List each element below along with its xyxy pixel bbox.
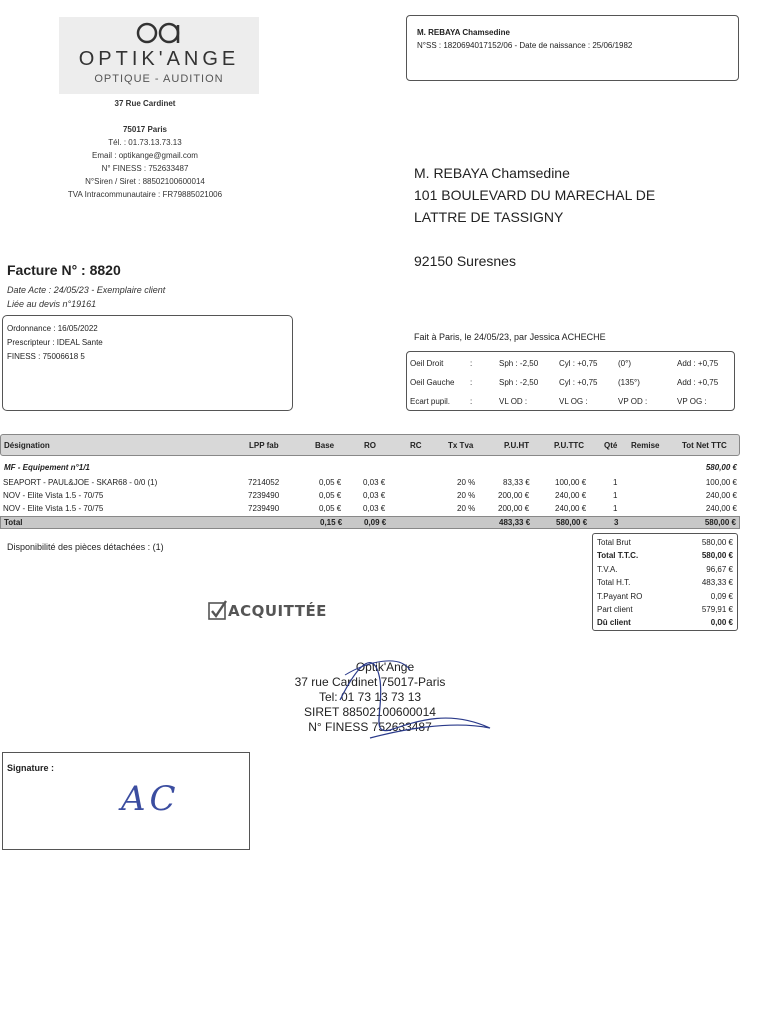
shop-street: 37 Rue Cardinet (114, 99, 176, 108)
paid-stamp-text: ACQUITTÉE (228, 602, 327, 620)
spare-parts-availability: Disponibilité des pièces détachées : (1) (7, 542, 164, 552)
prescription-box (2, 315, 293, 411)
shop-finess: N° FINESS : 752633487 (101, 164, 189, 173)
recipient-address (414, 162, 655, 272)
shop-email: Email : optikange@gmail.com (92, 151, 198, 160)
vision-row-og: Oeil Gauche : Sph : -2,50 Cyl : +0,75 (135°) Add : +0,75 (410, 378, 719, 387)
vision-row-od: Oeil Droit : Sph : -2,50 Cyl : +0,75 (0°) Add : +0,75 (410, 359, 719, 368)
issued-at: Fait à Paris, le 24/05/23, par Jessica ACHECHE (414, 332, 606, 342)
address-line-3: LATTRE DE TASSIGNY (414, 209, 564, 225)
signature-box (2, 752, 250, 850)
handwritten-signature-icon (280, 640, 500, 750)
signature-label: Signature : (7, 763, 55, 773)
shop-info (5, 123, 285, 201)
vision-box (406, 351, 735, 411)
address-line-1: M. REBAYA Chamsedine (414, 165, 570, 181)
shop-name: OPTIK'ANGE (78, 48, 240, 70)
shop-tel: Tél. : 01.73.13.73.13 (108, 138, 182, 147)
shop-logo (59, 17, 259, 94)
du-client-line: Dû client 0,00 € (597, 618, 733, 628)
part-client-line: Part client 579,91 € (597, 604, 733, 614)
signature-initials: AC (121, 779, 180, 819)
patient-box (406, 15, 739, 81)
total-ttc-line: Total T.T.C. 580,00 € (597, 551, 733, 561)
checkbox-check-icon (208, 600, 228, 622)
invoice-devis: Liée au devis n°19161 (7, 299, 97, 309)
shop-tagline: OPTIQUE - AUDITION (94, 73, 224, 85)
patient-name: M. REBAYA Chamsedine (417, 28, 510, 37)
address-line-2: 101 BOULEVARD DU MARECHAL DE (414, 187, 656, 203)
shop-cachet: Optik'Ange 37 rue Cardinet 75017-Paris Tel: 01 73 13 73 13 SIRET 88502100600014 N° FINESS 752633487 (294, 660, 446, 734)
totals-box (592, 533, 738, 631)
shop-city: 75017 Paris (122, 125, 168, 134)
invoice-subtitle (7, 283, 165, 311)
table-total-row: Total 0,15 € 0,09 € 483,33 € 580,00 € 3 580,00 € (0, 516, 740, 529)
shop-siren: N°Siren / Siret : 88502100600014 (85, 177, 205, 186)
prescription-date: Ordonnance : 16/05/2022 (7, 324, 98, 333)
address-line-4: 92150 Suresnes (414, 253, 516, 269)
table-row: SEAPORT - PAUL&JOE - SKAR68 - 0/0 (1) 7214052 0,05 € 0,03 € 20 % 83,33 € 100,00 € 1 100,00 € (3, 478, 737, 487)
glasses-logo-icon (129, 19, 189, 45)
prescriber: Prescripteur : IDEAL Sante (7, 338, 103, 347)
invoice-title: Facture N° : 8820 (7, 262, 121, 278)
items-table-header: Désignation LPP fab Base RO RC Tx Tva P.U.HT P.U.TTC Qté Remise Tot Net TTC (0, 434, 740, 456)
shop-tva: TVA Intracommunautaire : FR79885021006 (67, 190, 223, 199)
total-ht-line: Total H.T. 483,33 € (597, 578, 733, 588)
vision-row-ecart: Ecart pupil. : VL OD : VL OG : VP OD : VP OG : (410, 397, 707, 406)
prescriber-finess: FINESS : 75006618 5 (7, 352, 85, 361)
equipment-group: MF - Equipement n°1/1 580,00 € (4, 463, 737, 472)
patient-nss: N°SS : 1820694017152/06 - Date de naissance : 25/06/1982 (417, 41, 633, 50)
invoice-date-acte: Date Acte : 24/05/23 - Exemplaire client (7, 285, 166, 295)
tva-line: T.V.A. 96,67 € (597, 564, 733, 574)
total-brut-line: Total Brut 580,00 € (597, 538, 733, 547)
table-row: NOV - Elite Vista 1.5 - 70/75 7239490 0,05 € 0,03 € 20 % 200,00 € 240,00 € 1 240,00 € (3, 491, 737, 500)
paid-stamp (208, 600, 327, 622)
table-row: NOV - Elite Vista 1.5 - 70/75 7239490 0,05 € 0,03 € 20 % 200,00 € 240,00 € 1 240,00 € (3, 504, 737, 513)
tiers-payant-ro-line: T.Payant RO 0,09 € (597, 591, 733, 601)
